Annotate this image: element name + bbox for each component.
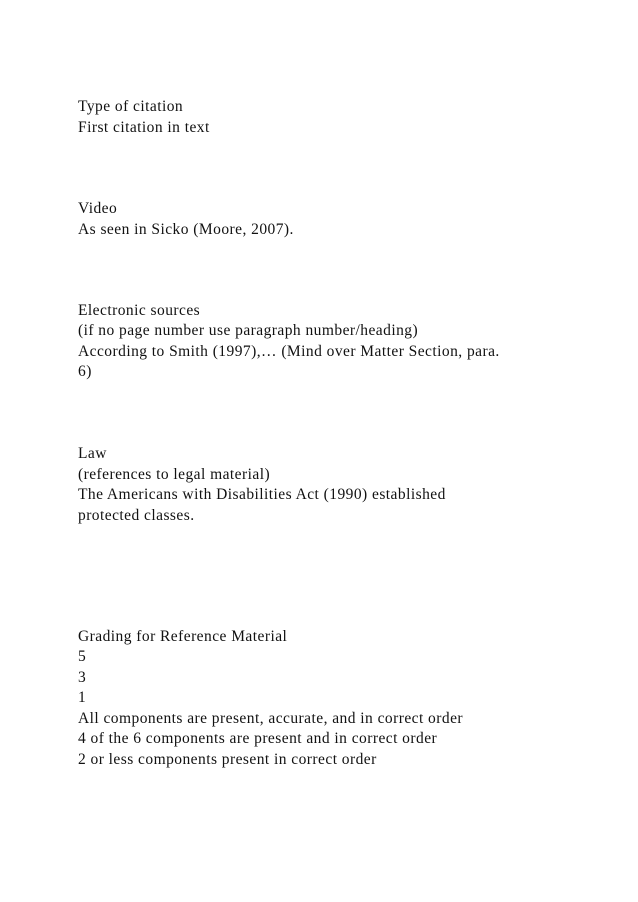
electronic-type: Electronic sources xyxy=(78,302,201,319)
grading-score-1: 1 xyxy=(78,689,87,706)
electronic-example-line-1: According to Smith (1997),… (Mind over Matter Section, para. xyxy=(78,343,500,360)
law-note: (references to legal material) xyxy=(78,466,271,483)
law-example-line-2: protected classes. xyxy=(78,507,195,524)
electronic-example-line-2: 6) xyxy=(78,363,92,380)
video-type: Video xyxy=(78,200,118,217)
grading-description-1: 2 or less components present in correct order xyxy=(78,751,377,768)
first-citation-label: First citation in text xyxy=(78,119,210,136)
grading-title: Grading for Reference Material xyxy=(78,628,288,645)
law-example-line-1: The Americans with Disabilities Act (1990) established xyxy=(78,486,446,503)
type-of-citation-label: Type of citation xyxy=(78,98,184,115)
grading-description-3: 4 of the 6 components are present and in correct order xyxy=(78,730,438,747)
grading-description-5: All components are present, accurate, and in correct order xyxy=(78,710,464,727)
electronic-note: (if no page number use paragraph number/heading) xyxy=(78,322,419,339)
video-example: As seen in Sicko (Moore, 2007). xyxy=(78,221,294,238)
law-type: Law xyxy=(78,445,107,462)
grading-score-3: 3 xyxy=(78,669,87,686)
grading-score-5: 5 xyxy=(78,648,87,665)
